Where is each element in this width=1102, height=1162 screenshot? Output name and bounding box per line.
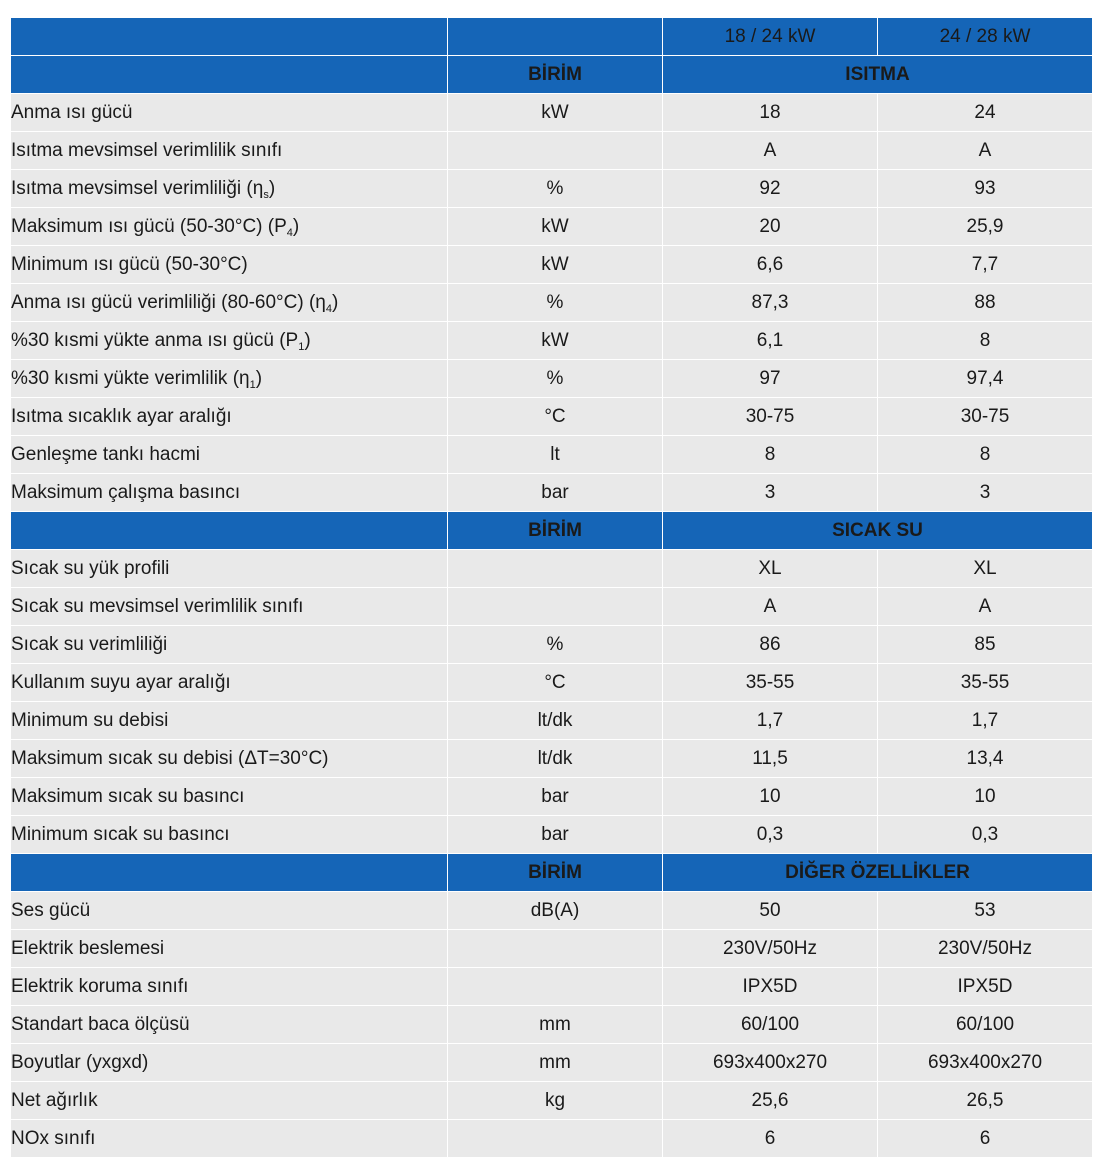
table-row: [11, 208, 1093, 246]
row-value-model-1: 10: [663, 778, 878, 816]
header-label-cell: [11, 18, 448, 56]
row-unit: bar: [448, 816, 663, 854]
row-label-suffix: ): [268, 177, 276, 199]
section-header-row: [11, 512, 1093, 550]
row-label: Kullanım suyu ayar aralığı: [11, 671, 231, 693]
row-label-cell: [11, 132, 448, 170]
row-unit: %: [448, 626, 663, 664]
row-label-cell: [11, 322, 448, 360]
row-value-model-2: XL: [878, 550, 1093, 588]
row-value-model-1: 87,3: [663, 284, 878, 322]
row-value-model-1: 18: [663, 94, 878, 132]
row-unit: kW: [448, 322, 663, 360]
row-value-model-2: 7,7: [878, 246, 1093, 284]
row-label-suffix: ): [304, 329, 311, 351]
row-value-model-2: 1,7: [878, 702, 1093, 740]
row-unit: [448, 588, 663, 626]
row-label: Sıcak su yük profili: [11, 557, 170, 579]
row-value-model-2: 53: [878, 892, 1093, 930]
row-unit: %: [448, 360, 663, 398]
row-value-model-1: 60/100: [663, 1006, 878, 1044]
row-value-model-2: 693x400x270: [878, 1044, 1093, 1082]
row-value-model-2: A: [878, 132, 1093, 170]
row-unit: %: [448, 170, 663, 208]
row-label-subscript: s: [263, 188, 269, 201]
row-value-model-2: 0,3: [878, 816, 1093, 854]
table-row: [11, 778, 1093, 816]
row-value-model-1: 35-55: [663, 664, 878, 702]
row-value-model-1: 693x400x270: [663, 1044, 878, 1082]
table-row: [11, 132, 1093, 170]
table-row: [11, 322, 1093, 360]
row-value-model-2: 30-75: [878, 398, 1093, 436]
row-label: Maksimum sıcak su debisi (ΔT=30°C): [11, 747, 329, 769]
row-value-model-1: 20: [663, 208, 878, 246]
table-row: [11, 816, 1093, 854]
row-unit: [448, 968, 663, 1006]
row-value-model-1: 6,1: [663, 322, 878, 360]
row-label-cell: [11, 892, 448, 930]
table-row: [11, 1120, 1093, 1158]
table-row: [11, 550, 1093, 588]
row-value-model-2: 60/100: [878, 1006, 1093, 1044]
row-value-model-1: 8: [663, 436, 878, 474]
row-value-model-1: 92: [663, 170, 878, 208]
row-label: Maksimum sıcak su basıncı: [11, 785, 245, 807]
row-unit: °C: [448, 664, 663, 702]
row-label: Sıcak su verimliliği: [11, 633, 168, 655]
table-row: [11, 702, 1093, 740]
table-row: [11, 436, 1093, 474]
row-label: Boyutlar (yxgxd): [11, 1051, 149, 1073]
row-value-model-1: A: [663, 588, 878, 626]
section-unit-header: BİRİM: [448, 56, 663, 94]
row-label-cell: [11, 550, 448, 588]
row-value-model-1: A: [663, 132, 878, 170]
row-label-cell: [11, 968, 448, 1006]
row-label: %30 kısmi yükte verimlilik (η: [11, 367, 250, 389]
row-label: NOx sınıfı: [11, 1127, 96, 1149]
table-row: [11, 474, 1093, 512]
row-value-model-1: XL: [663, 550, 878, 588]
section-title: SICAK SU: [663, 512, 1093, 550]
table-row: [11, 1044, 1093, 1082]
section-blank-cell: [11, 56, 448, 94]
row-label-cell: [11, 588, 448, 626]
row-value-model-2: 230V/50Hz: [878, 930, 1093, 968]
row-unit: dB(A): [448, 892, 663, 930]
row-label-cell: [11, 284, 448, 322]
row-unit: lt/dk: [448, 702, 663, 740]
row-label-subscript: 1: [298, 340, 305, 353]
row-label-cell: [11, 664, 448, 702]
row-unit: kW: [448, 208, 663, 246]
table-row: [11, 1082, 1093, 1120]
row-label: Elektrik koruma sınıfı: [11, 975, 189, 997]
row-label: Net ağırlık: [11, 1089, 98, 1111]
row-unit: mm: [448, 1044, 663, 1082]
row-unit: [448, 550, 663, 588]
section-unit-header: BİRİM: [448, 854, 663, 892]
row-label-subscript: 1: [249, 378, 256, 391]
row-value-model-1: 30-75: [663, 398, 878, 436]
row-label-cell: [11, 474, 448, 512]
row-label: Anma ısı gücü: [11, 101, 133, 123]
row-label: Maksimum ısı gücü (50-30°C) (P: [11, 215, 287, 237]
row-value-model-1: 1,7: [663, 702, 878, 740]
row-label-cell: [11, 930, 448, 968]
spec-table: [10, 17, 1093, 1158]
row-value-model-2: 6: [878, 1120, 1093, 1158]
row-label-cell: [11, 360, 448, 398]
spec-table-body: [11, 18, 1093, 1158]
row-value-model-2: 3: [878, 474, 1093, 512]
model-header-row: [11, 18, 1093, 56]
row-label-cell: [11, 1006, 448, 1044]
section-title: DİĞER ÖZELLİKLER: [663, 854, 1093, 892]
row-label: Minimum sıcak su basıncı: [11, 823, 230, 845]
row-label: Isıtma mevsimsel verimliliği (η: [11, 177, 264, 199]
row-label: Minimum su debisi: [11, 709, 169, 731]
row-value-model-1: 0,3: [663, 816, 878, 854]
row-label-cell: [11, 436, 448, 474]
row-label-cell: [11, 626, 448, 664]
row-value-model-1: IPX5D: [663, 968, 878, 1006]
row-unit: mm: [448, 1006, 663, 1044]
table-row: [11, 94, 1093, 132]
row-unit: °C: [448, 398, 663, 436]
row-value-model-1: 97: [663, 360, 878, 398]
row-value-model-2: 35-55: [878, 664, 1093, 702]
row-unit: [448, 1120, 663, 1158]
row-label: Isıtma mevsimsel verimlilik sınıfı: [11, 139, 283, 161]
row-label: Sıcak su mevsimsel verimlilik sınıfı: [11, 595, 304, 617]
section-blank-cell: [11, 512, 448, 550]
row-label-cell: [11, 816, 448, 854]
row-value-model-2: 26,5: [878, 1082, 1093, 1120]
row-value-model-2: 10: [878, 778, 1093, 816]
row-value-model-2: 13,4: [878, 740, 1093, 778]
row-value-model-2: 85: [878, 626, 1093, 664]
table-row: [11, 930, 1093, 968]
row-label-subscript: 4: [325, 302, 332, 315]
row-value-model-1: 3: [663, 474, 878, 512]
row-value-model-2: 8: [878, 436, 1093, 474]
row-label-subscript: 4: [286, 226, 293, 239]
section-blank-cell: [11, 854, 448, 892]
row-value-model-2: A: [878, 588, 1093, 626]
row-label-cell: [11, 246, 448, 284]
table-row: [11, 740, 1093, 778]
row-label-suffix: ): [332, 291, 339, 313]
row-value-model-2: 93: [878, 170, 1093, 208]
row-label-cell: [11, 1120, 448, 1158]
table-row: [11, 588, 1093, 626]
table-row: [11, 398, 1093, 436]
row-value-model-2: 24: [878, 94, 1093, 132]
table-row: [11, 360, 1093, 398]
row-label-suffix: ): [292, 215, 300, 237]
table-row: [11, 1006, 1093, 1044]
section-title: ISITMA: [663, 56, 1093, 94]
row-label: Minimum ısı gücü (50-30°C): [11, 253, 248, 275]
model-1-header: 18 / 24 kW: [663, 18, 878, 56]
row-value-model-2: 8: [878, 322, 1093, 360]
table-row: [11, 968, 1093, 1006]
row-unit: [448, 930, 663, 968]
table-row: [11, 626, 1093, 664]
row-label: Elektrik beslemesi: [11, 937, 165, 959]
row-unit: kW: [448, 94, 663, 132]
row-label-cell: [11, 702, 448, 740]
row-value-model-1: 230V/50Hz: [663, 930, 878, 968]
section-unit-header: BİRİM: [448, 512, 663, 550]
row-unit: [448, 132, 663, 170]
row-label: Anma ısı gücü verimliliği (80-60°C) (η: [11, 291, 326, 313]
row-label-cell: [11, 740, 448, 778]
model-2-header: 24 / 28 kW: [878, 18, 1093, 56]
row-label-cell: [11, 398, 448, 436]
table-row: [11, 892, 1093, 930]
row-label-cell: [11, 778, 448, 816]
row-label: %30 kısmi yükte anma ısı gücü (P: [11, 329, 299, 351]
row-label: Ses gücü: [11, 899, 91, 921]
row-label-cell: [11, 170, 448, 208]
row-value-model-1: 11,5: [663, 740, 878, 778]
header-unit-cell: [448, 18, 663, 56]
row-unit: kg: [448, 1082, 663, 1120]
row-unit: lt/dk: [448, 740, 663, 778]
row-label-cell: [11, 208, 448, 246]
row-value-model-2: IPX5D: [878, 968, 1093, 1006]
row-label: Standart baca ölçüsü: [11, 1013, 190, 1035]
row-value-model-1: 50: [663, 892, 878, 930]
row-value-model-1: 86: [663, 626, 878, 664]
row-label-suffix: ): [255, 367, 263, 389]
row-label: Maksimum çalışma basıncı: [11, 481, 241, 503]
row-value-model-2: 97,4: [878, 360, 1093, 398]
row-label-cell: [11, 1044, 448, 1082]
section-header-row: [11, 854, 1093, 892]
row-label-cell: [11, 1082, 448, 1120]
row-unit: bar: [448, 474, 663, 512]
table-row: [11, 664, 1093, 702]
row-unit: lt: [448, 436, 663, 474]
table-row: [11, 170, 1093, 208]
row-value-model-1: 6: [663, 1120, 878, 1158]
table-row: [11, 246, 1093, 284]
row-value-model-2: 25,9: [878, 208, 1093, 246]
row-value-model-2: 88: [878, 284, 1093, 322]
row-label: Isıtma sıcaklık ayar aralığı: [11, 405, 232, 427]
row-unit: kW: [448, 246, 663, 284]
row-label-cell: [11, 94, 448, 132]
section-header-row: [11, 56, 1093, 94]
table-row: [11, 284, 1093, 322]
row-unit: %: [448, 284, 663, 322]
row-value-model-1: 25,6: [663, 1082, 878, 1120]
row-label: Genleşme tankı hacmi: [11, 443, 201, 465]
row-unit: bar: [448, 778, 663, 816]
row-value-model-1: 6,6: [663, 246, 878, 284]
